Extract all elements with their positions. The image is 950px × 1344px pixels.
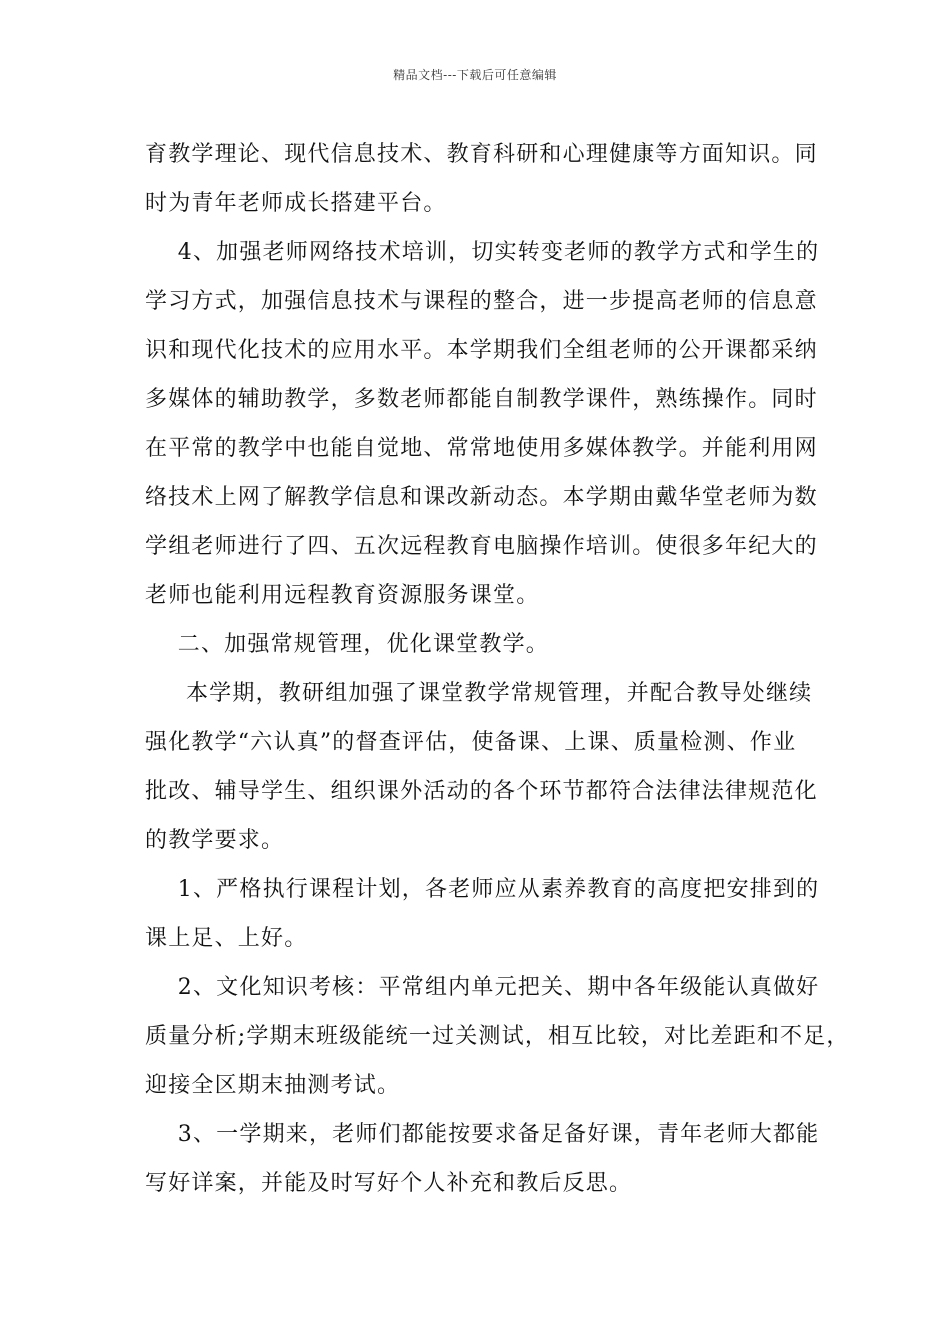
page-header: 精品文档---下载后可任意编辑 <box>393 68 557 82</box>
document-body <box>145 130 850 1208</box>
text-line: 的教学要求。 <box>145 828 285 853</box>
text-line: 迎接全区期末抽测考试。 <box>145 1073 401 1098</box>
text-line: 3、一学期来，老师们都能按要求备足备好课，青年老师大都能 <box>145 1122 820 1147</box>
text-line: 4、加强老师网络技术培训，切实转变老师的教学方式和学生的 <box>145 240 820 265</box>
section-heading: 二、加强常规管理，优化课堂教学。 <box>145 632 549 657</box>
text-line: 络技术上网了解教学信息和课改新动态。本学期由戴华堂老师为数 <box>145 485 818 510</box>
text-line: 本学期，教研组加强了课堂教学常规管理，并配合教导处继续 <box>145 681 813 706</box>
text-line: 2、文化知识考核：平常组内单元把关、期中各年级能认真做好 <box>145 975 820 1000</box>
text-line: 课上足、上好。 <box>145 926 308 951</box>
text-line: 时为青年老师成长搭建平台。 <box>145 191 447 216</box>
text-line: 质量分析;学期末班级能统一过关测试，相互比较，对比差距和不足， <box>145 1024 850 1049</box>
text-line: 批改、辅导学生、组织课外活动的各个环节都符合法律法律规范化 <box>145 779 818 804</box>
text-line: 强化教学“六认真”的督查评估，使备课、上课、质量检测、作业 <box>145 730 797 755</box>
text-line: 1、严格执行课程计划，各老师应从素养教育的高度把安排到的 <box>145 877 820 902</box>
text-line: 育教学理论、现代信息技术、教育科研和心理健康等方面知识。同 <box>145 142 818 167</box>
text-line: 识和现代化技术的应用水平。本学期我们全组老师的公开课都采纳 <box>145 338 818 363</box>
text-line: 学习方式，加强信息技术与课程的整合，进一步提高老师的信息意 <box>145 289 818 314</box>
text-line: 在平常的教学中也能自觉地、常常地使用多媒体教学。并能利用网 <box>145 436 818 461</box>
text-line: 老师也能利用远程教育资源服务课堂。 <box>145 583 540 608</box>
text-line: 写好详案，并能及时写好个人补充和教后反思。 <box>145 1171 633 1196</box>
text-line: 学组老师进行了四、五次远程教育电脑操作培训。使很多年纪大的 <box>145 534 818 559</box>
text-line: 多媒体的辅助教学，多数老师都能自制教学课件，熟练操作。同时 <box>145 387 818 412</box>
